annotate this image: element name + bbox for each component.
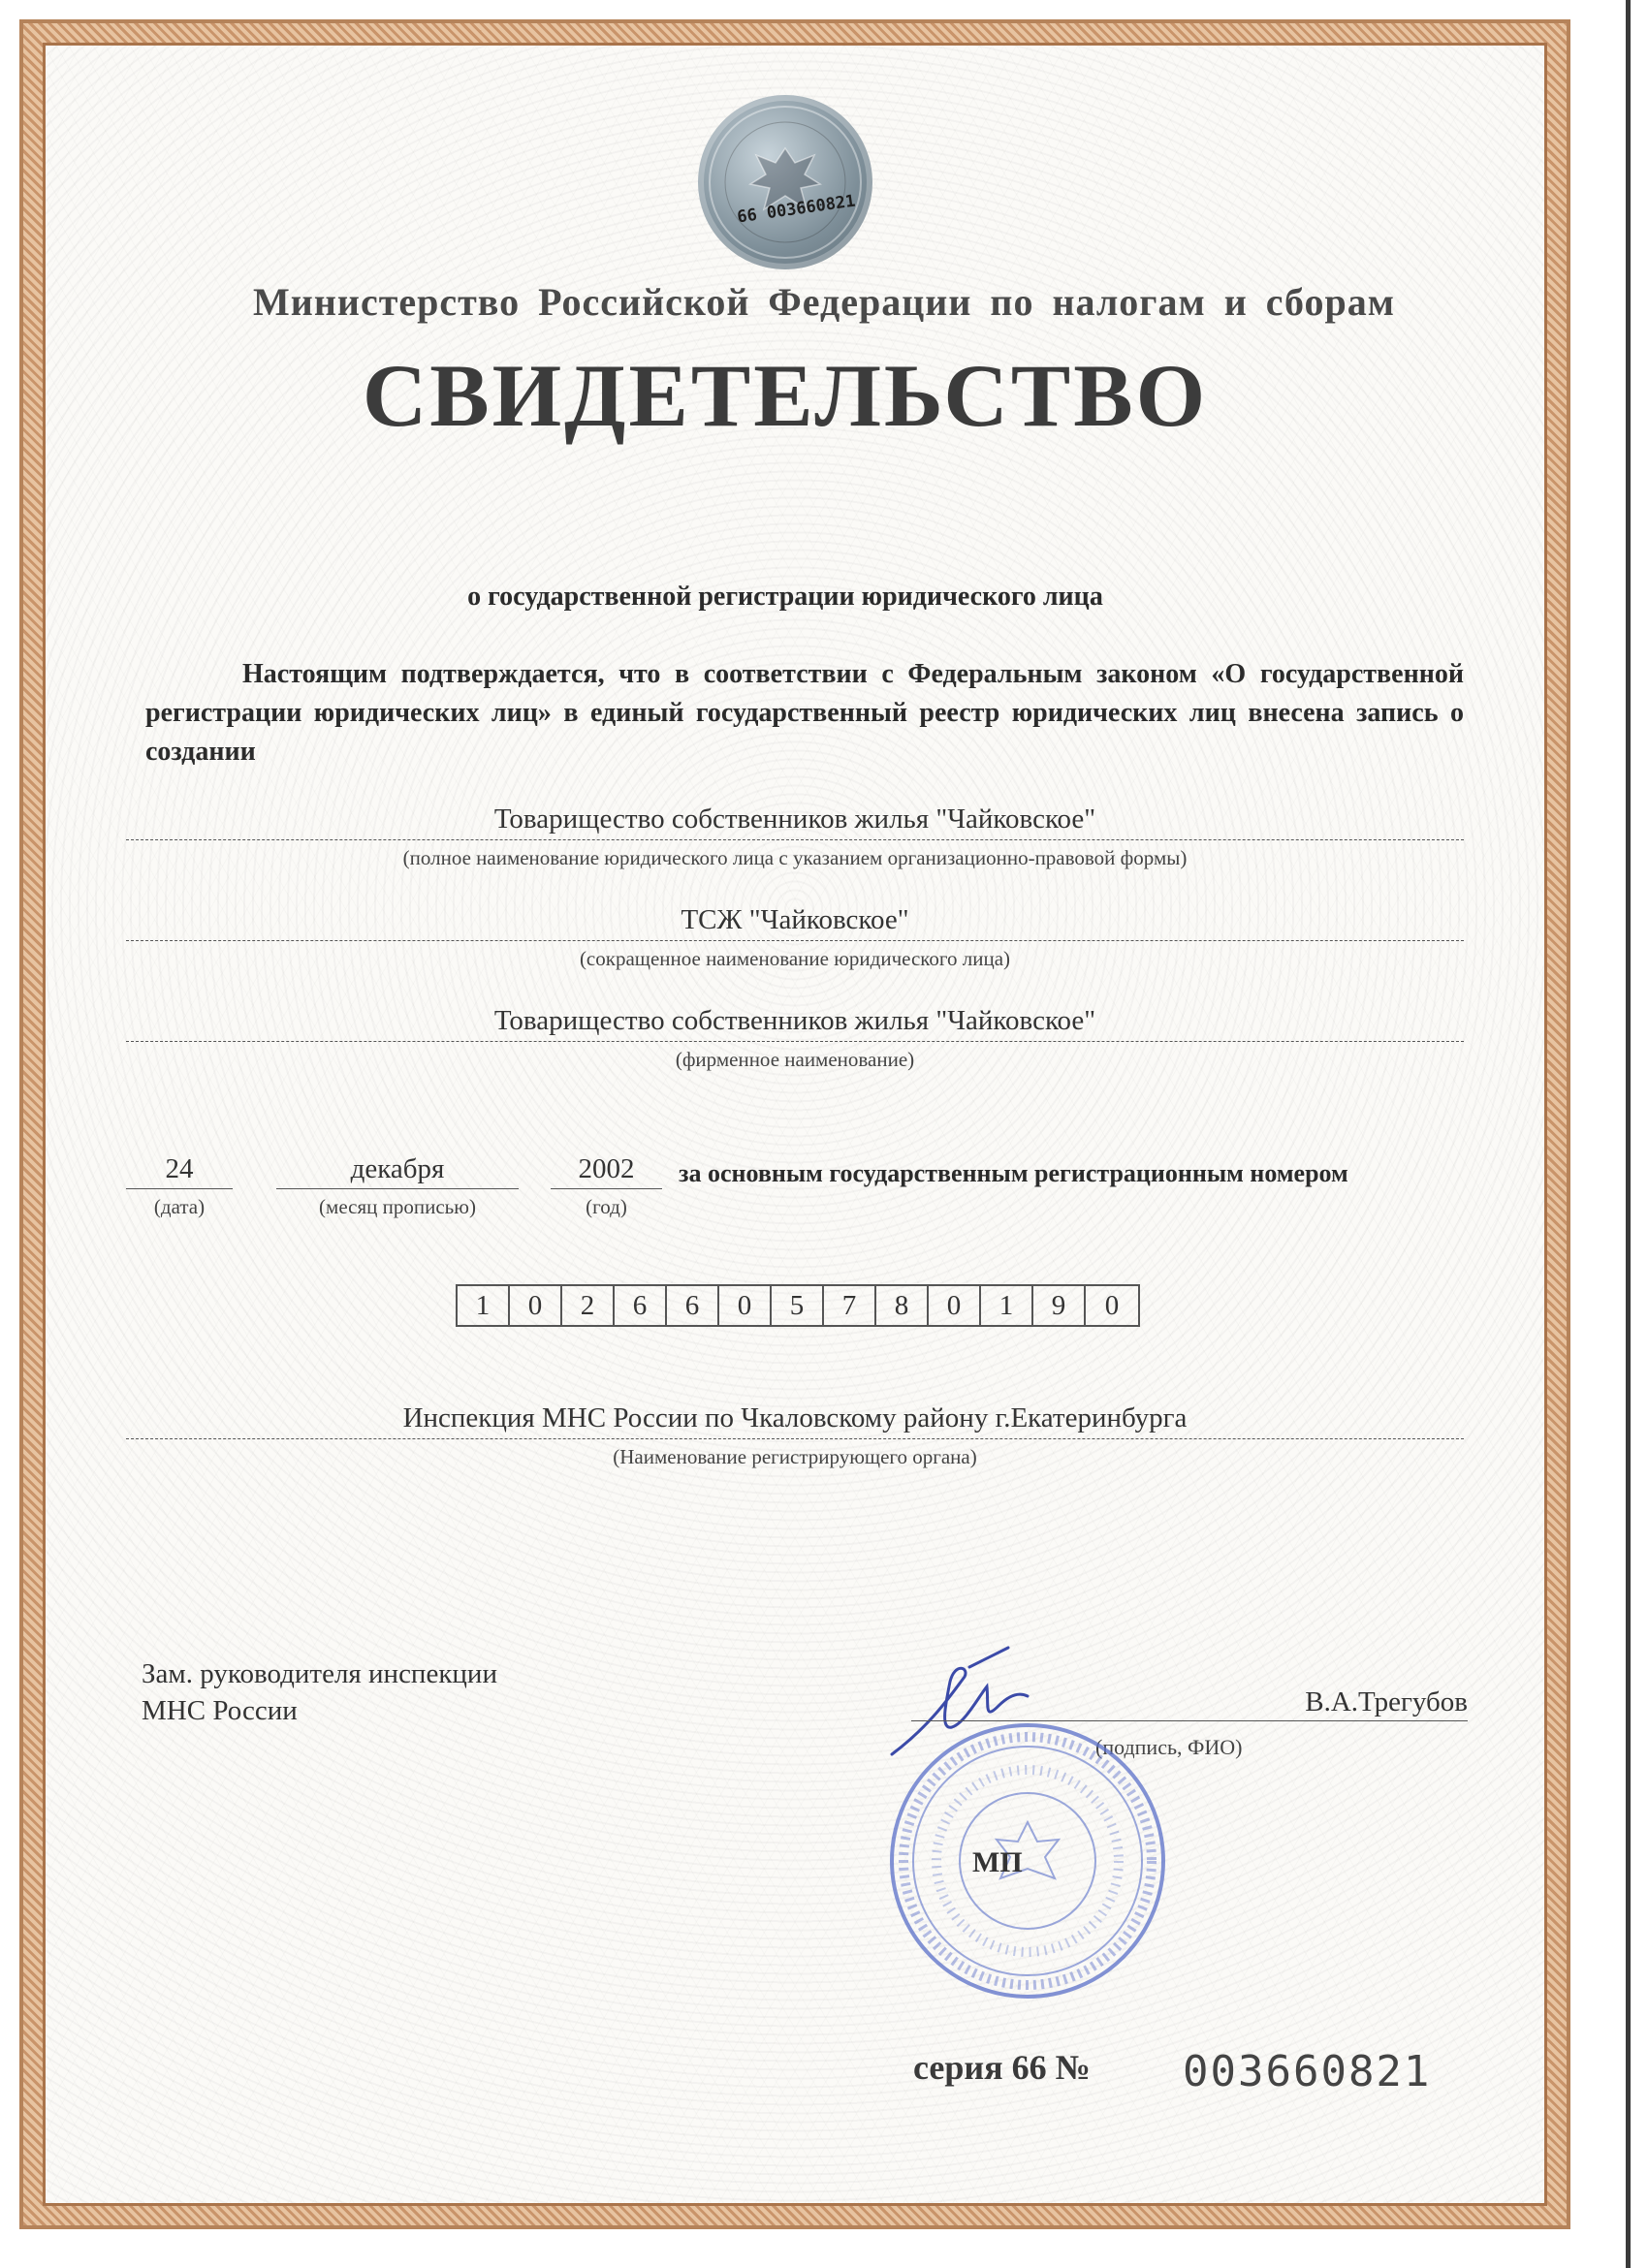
ogrn-digit: 0 <box>929 1286 981 1325</box>
ogrn-digit: 9 <box>1033 1286 1086 1325</box>
brand-name-value: Товарищество собственников жилья "Чайковское" <box>493 1005 1096 1036</box>
brand-name-field <box>126 1004 1464 1072</box>
confirmation-text: Настоящим подтверждается, что в соответствии с Федеральным законом «О государственной регистрации юридических лиц» в единый государственный реестр юридических лиц внесена запись о создании <box>145 659 1464 767</box>
authority-rule <box>126 1438 1464 1439</box>
day-rule <box>126 1188 233 1189</box>
ogrn-digit: 1 <box>981 1286 1033 1325</box>
signer-name: В.А.Трегубов <box>1305 1686 1468 1717</box>
ogrn-label: за основным государственным регистрационным номером <box>679 1159 1348 1187</box>
authority-field <box>126 1402 1464 1469</box>
signer-position-line2: МНС России <box>142 1695 298 1726</box>
full-name-value: Товарищество собственников жилья "Чайковское" <box>493 803 1096 835</box>
full-name-field <box>126 803 1464 870</box>
ogrn-digit: 1 <box>458 1286 510 1325</box>
ogrn-digit: 2 <box>562 1286 615 1325</box>
short-name-value: ТСЖ "Чайковское" <box>681 904 909 935</box>
signer-position <box>142 1655 497 1729</box>
brand-name-rule <box>126 1041 1464 1042</box>
ogrn-digit: 0 <box>719 1286 772 1325</box>
ogrn-digit: 0 <box>510 1286 562 1325</box>
ogrn-digit: 5 <box>772 1286 824 1325</box>
day-field <box>126 1153 233 1219</box>
short-name-caption: (сокращенное наименование юридического лица) <box>579 947 1011 970</box>
ogrn-digit: 0 <box>1104 1290 1120 1321</box>
full-name-rule <box>126 839 1464 840</box>
year-caption: (год) <box>586 1195 627 1218</box>
month-caption: (месяц прописью) <box>319 1195 476 1218</box>
day-caption: (дата) <box>153 1195 206 1218</box>
year-field <box>551 1153 662 1219</box>
month-rule <box>276 1188 519 1189</box>
full-name-caption: (полное наименование юридического лица с указанием организационно-правовой формы) <box>402 846 1188 869</box>
ogrn-number-boxes <box>456 1284 1140 1327</box>
ogrn-digit: 6 <box>667 1286 719 1325</box>
month-value: декабря <box>350 1153 445 1184</box>
authority-caption: (Наименование регистрирующего органа) <box>613 1445 977 1468</box>
short-name-field <box>126 903 1464 971</box>
signer-caption: (подпись, ФИО) <box>1095 1735 1243 1759</box>
authority-value: Инспекция МНС России по Чкаловскому району г.Екатеринбурга <box>402 1402 1188 1433</box>
short-name-rule <box>126 940 1464 941</box>
series-number: 003660821 <box>1183 2047 1432 2096</box>
year-value: 2002 <box>578 1153 635 1184</box>
confirmation-paragraph <box>145 655 1464 772</box>
mp-label: МП <box>972 1846 1023 1878</box>
brand-name-caption: (фирменное наименование) <box>675 1048 915 1071</box>
ogrn-digit: 6 <box>615 1286 667 1325</box>
document-title: СВИДЕТЕЛЬСТВО <box>362 346 1209 445</box>
ogrn-digit: 8 <box>876 1286 929 1325</box>
official-stamp-icon <box>882 1716 1173 2006</box>
ogrn-digit: 7 <box>824 1286 876 1325</box>
hologram-number: 66 003660821 <box>736 191 857 228</box>
signer-position-line1: Зам. руководителя инспекции <box>142 1658 497 1689</box>
document-subtitle: о государственной регистрации юридического лица <box>467 582 1103 612</box>
eagle-emblem-icon <box>698 95 872 269</box>
series-label: серия 66 № <box>913 2048 1091 2087</box>
month-field <box>276 1153 519 1219</box>
hologram-seal <box>698 95 872 269</box>
day-value: 24 <box>165 1153 194 1184</box>
year-rule <box>551 1188 662 1189</box>
ministry-name: Министерство Российской Федерации по налогам и сборам <box>253 280 1395 324</box>
